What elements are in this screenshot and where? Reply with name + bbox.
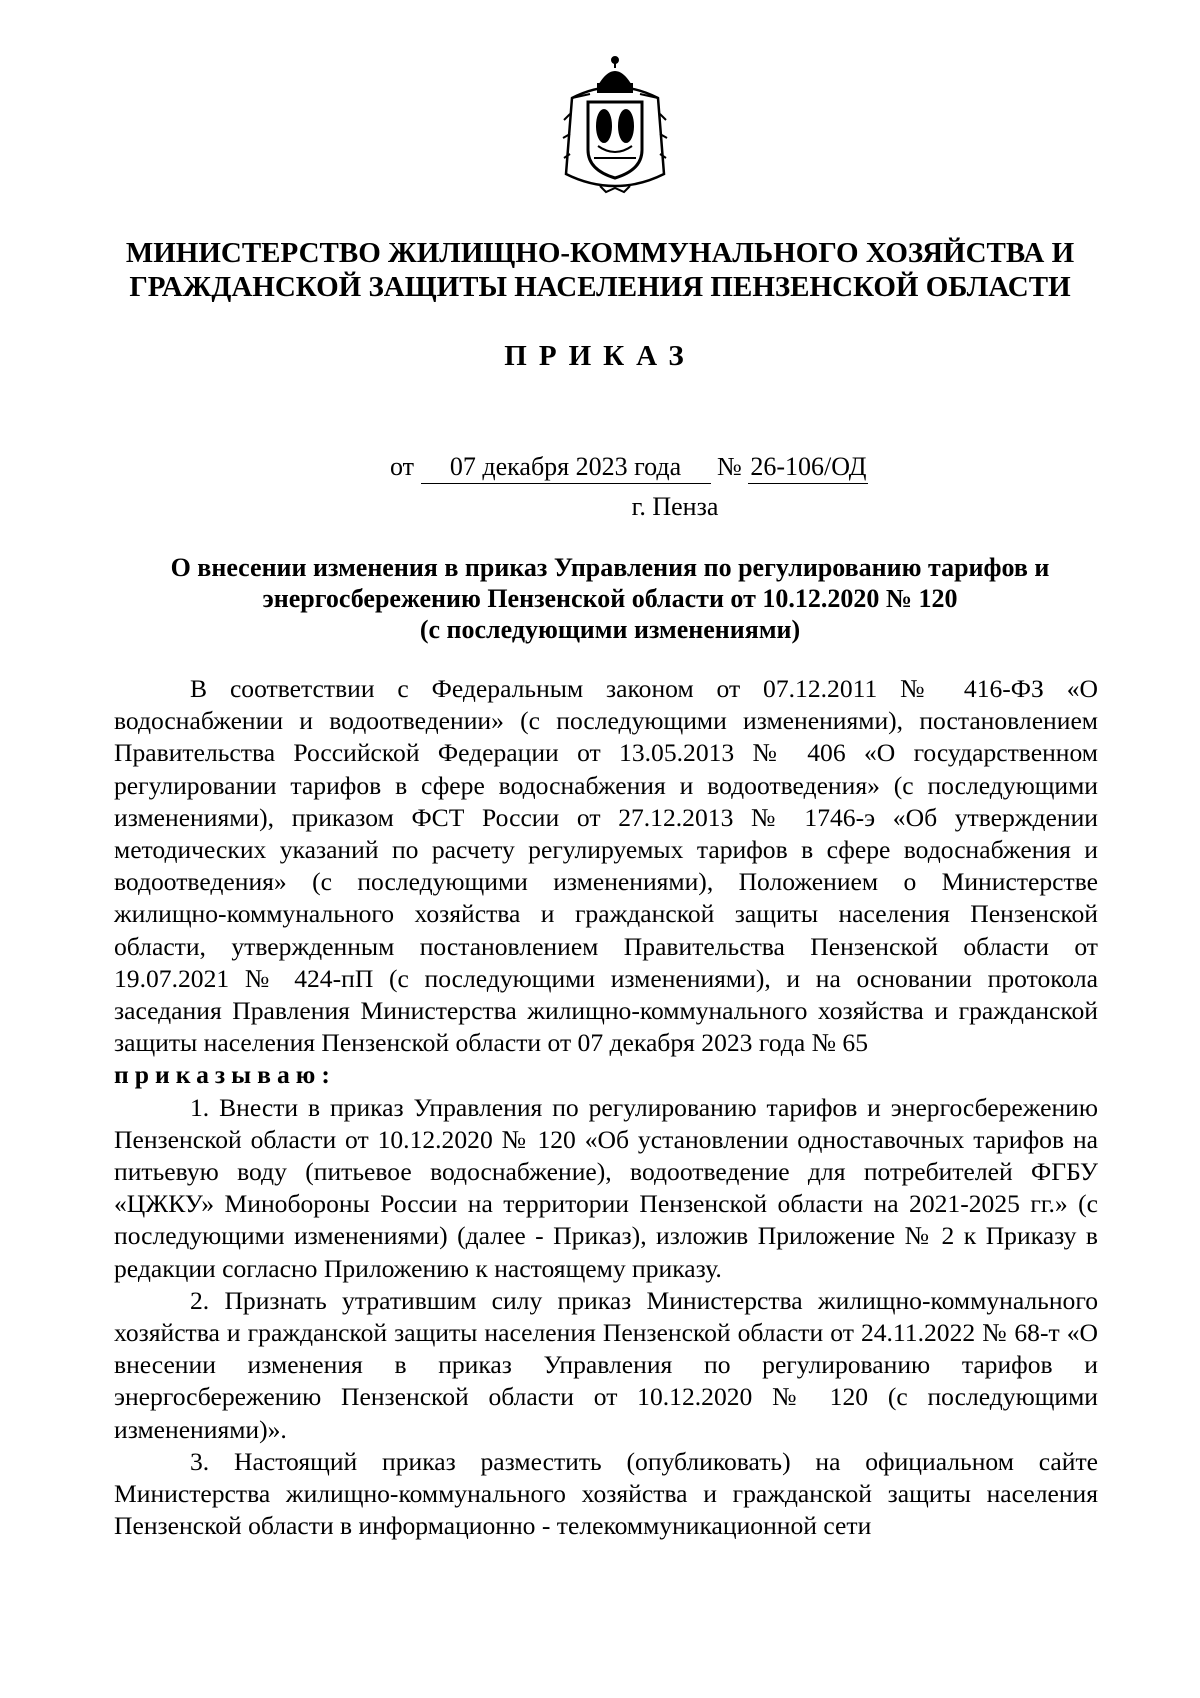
preamble-paragraph: В соответствии с Федеральным законом от 07.12.2011 № 416-ФЗ «О водоснабжении и водоотведении» (с последующими изменениями), постановлением Правительства Российской Федерации от 13.05.2013 № 406 «О государственном регулировании тарифов в сфере водоснабжения и водоотведения» (с последующими изменениями), приказом ФСТ России от 27.12.2013 № 1746-э «Об утверждении методических указаний по расчету регулируемых тарифов в сфере водоснабжения и водоотведения» (с последующими изменениями), Положением о Министерстве жилищно-коммунального хозяйства и гражданской защиты населения Пензенской области, утвержденным постановлением Правительства Пензенской области от 19.07.2021 № 424-пП (с последующими изменениями), и на основании протокола заседания Правления Министерства жилищно-коммунального хозяйства и гражданской защиты населения Пензенской области от 07 декабря 2023 года № 65 — [114, 674, 1098, 1058]
subject-line3: (с последующими изменениями) — [419, 615, 801, 644]
ministry-name — [100, 236, 1100, 304]
document-number: 26-106/ОД — [748, 452, 868, 484]
document-date: 07 декабря 2023 года — [421, 452, 711, 484]
subject-line2: энергосбережению Пензенской области от 10.12.2020 № 120 — [262, 584, 958, 613]
date-number-line — [390, 452, 868, 484]
penza-region-coat-of-arms-icon — [560, 54, 670, 194]
document-body — [114, 673, 1098, 1542]
order-word: приказываю: — [114, 1060, 336, 1090]
order-word-paragraph — [114, 1059, 1098, 1091]
city: г. Пенза — [631, 492, 719, 521]
order-item-1: 1. Внести в приказ Управления по регулированию тарифов и энергосбережению Пензенской области от 10.12.2020 № 120 «Об установлении одноставочных тарифов на питьевую воду (питьевое водоснабжение), водоотведение для потребителей ФГБУ «ЦЖКУ» Минобороны России на территории Пензенской области на 2021-2025 гг.» (с последующими изменениями) (далее - Приказ), изложив Приложение № 2 к Приказу в редакции согласно Приложению к настоящему приказу. — [114, 1092, 1098, 1283]
order-item-3: 3. Настоящий приказ разместить (опубликовать) на официальном сайте Министерства жилищно-коммунального хозяйства и гражданской защиты населения Пензенской области в информационно - телекоммуникационной сети — [114, 1446, 1098, 1541]
ministry-name-line2: ГРАЖДАНСКОЙ ЗАЩИТЫ НАСЕЛЕНИЯ ПЕНЗЕНСКОЙ ОБЛАСТИ — [129, 271, 1071, 303]
subject-line1: О внесении изменения в приказ Управления по регулированию тарифов и — [170, 553, 1050, 582]
from-label: от — [390, 452, 415, 481]
number-label: № — [717, 452, 742, 481]
document-type-title: ПРИКАЗ — [504, 340, 696, 372]
order-item-2: 2. Признать утратившим силу приказ Министерства жилищно-коммунального хозяйства и гражданской защиты населения Пензенской области от 24.11.2022 № 68-т «О внесении изменения в приказ Управления по регулированию тарифов и энергосбережению Пензенской области от 10.12.2020 № 120 (с последующими изменениями)». — [114, 1285, 1098, 1444]
ministry-name-line1: МИНИСТЕРСТВО ЖИЛИЩНО-КОММУНАЛЬНОГО ХОЗЯЙСТВА И — [125, 237, 1075, 269]
document-subject — [120, 552, 1100, 645]
